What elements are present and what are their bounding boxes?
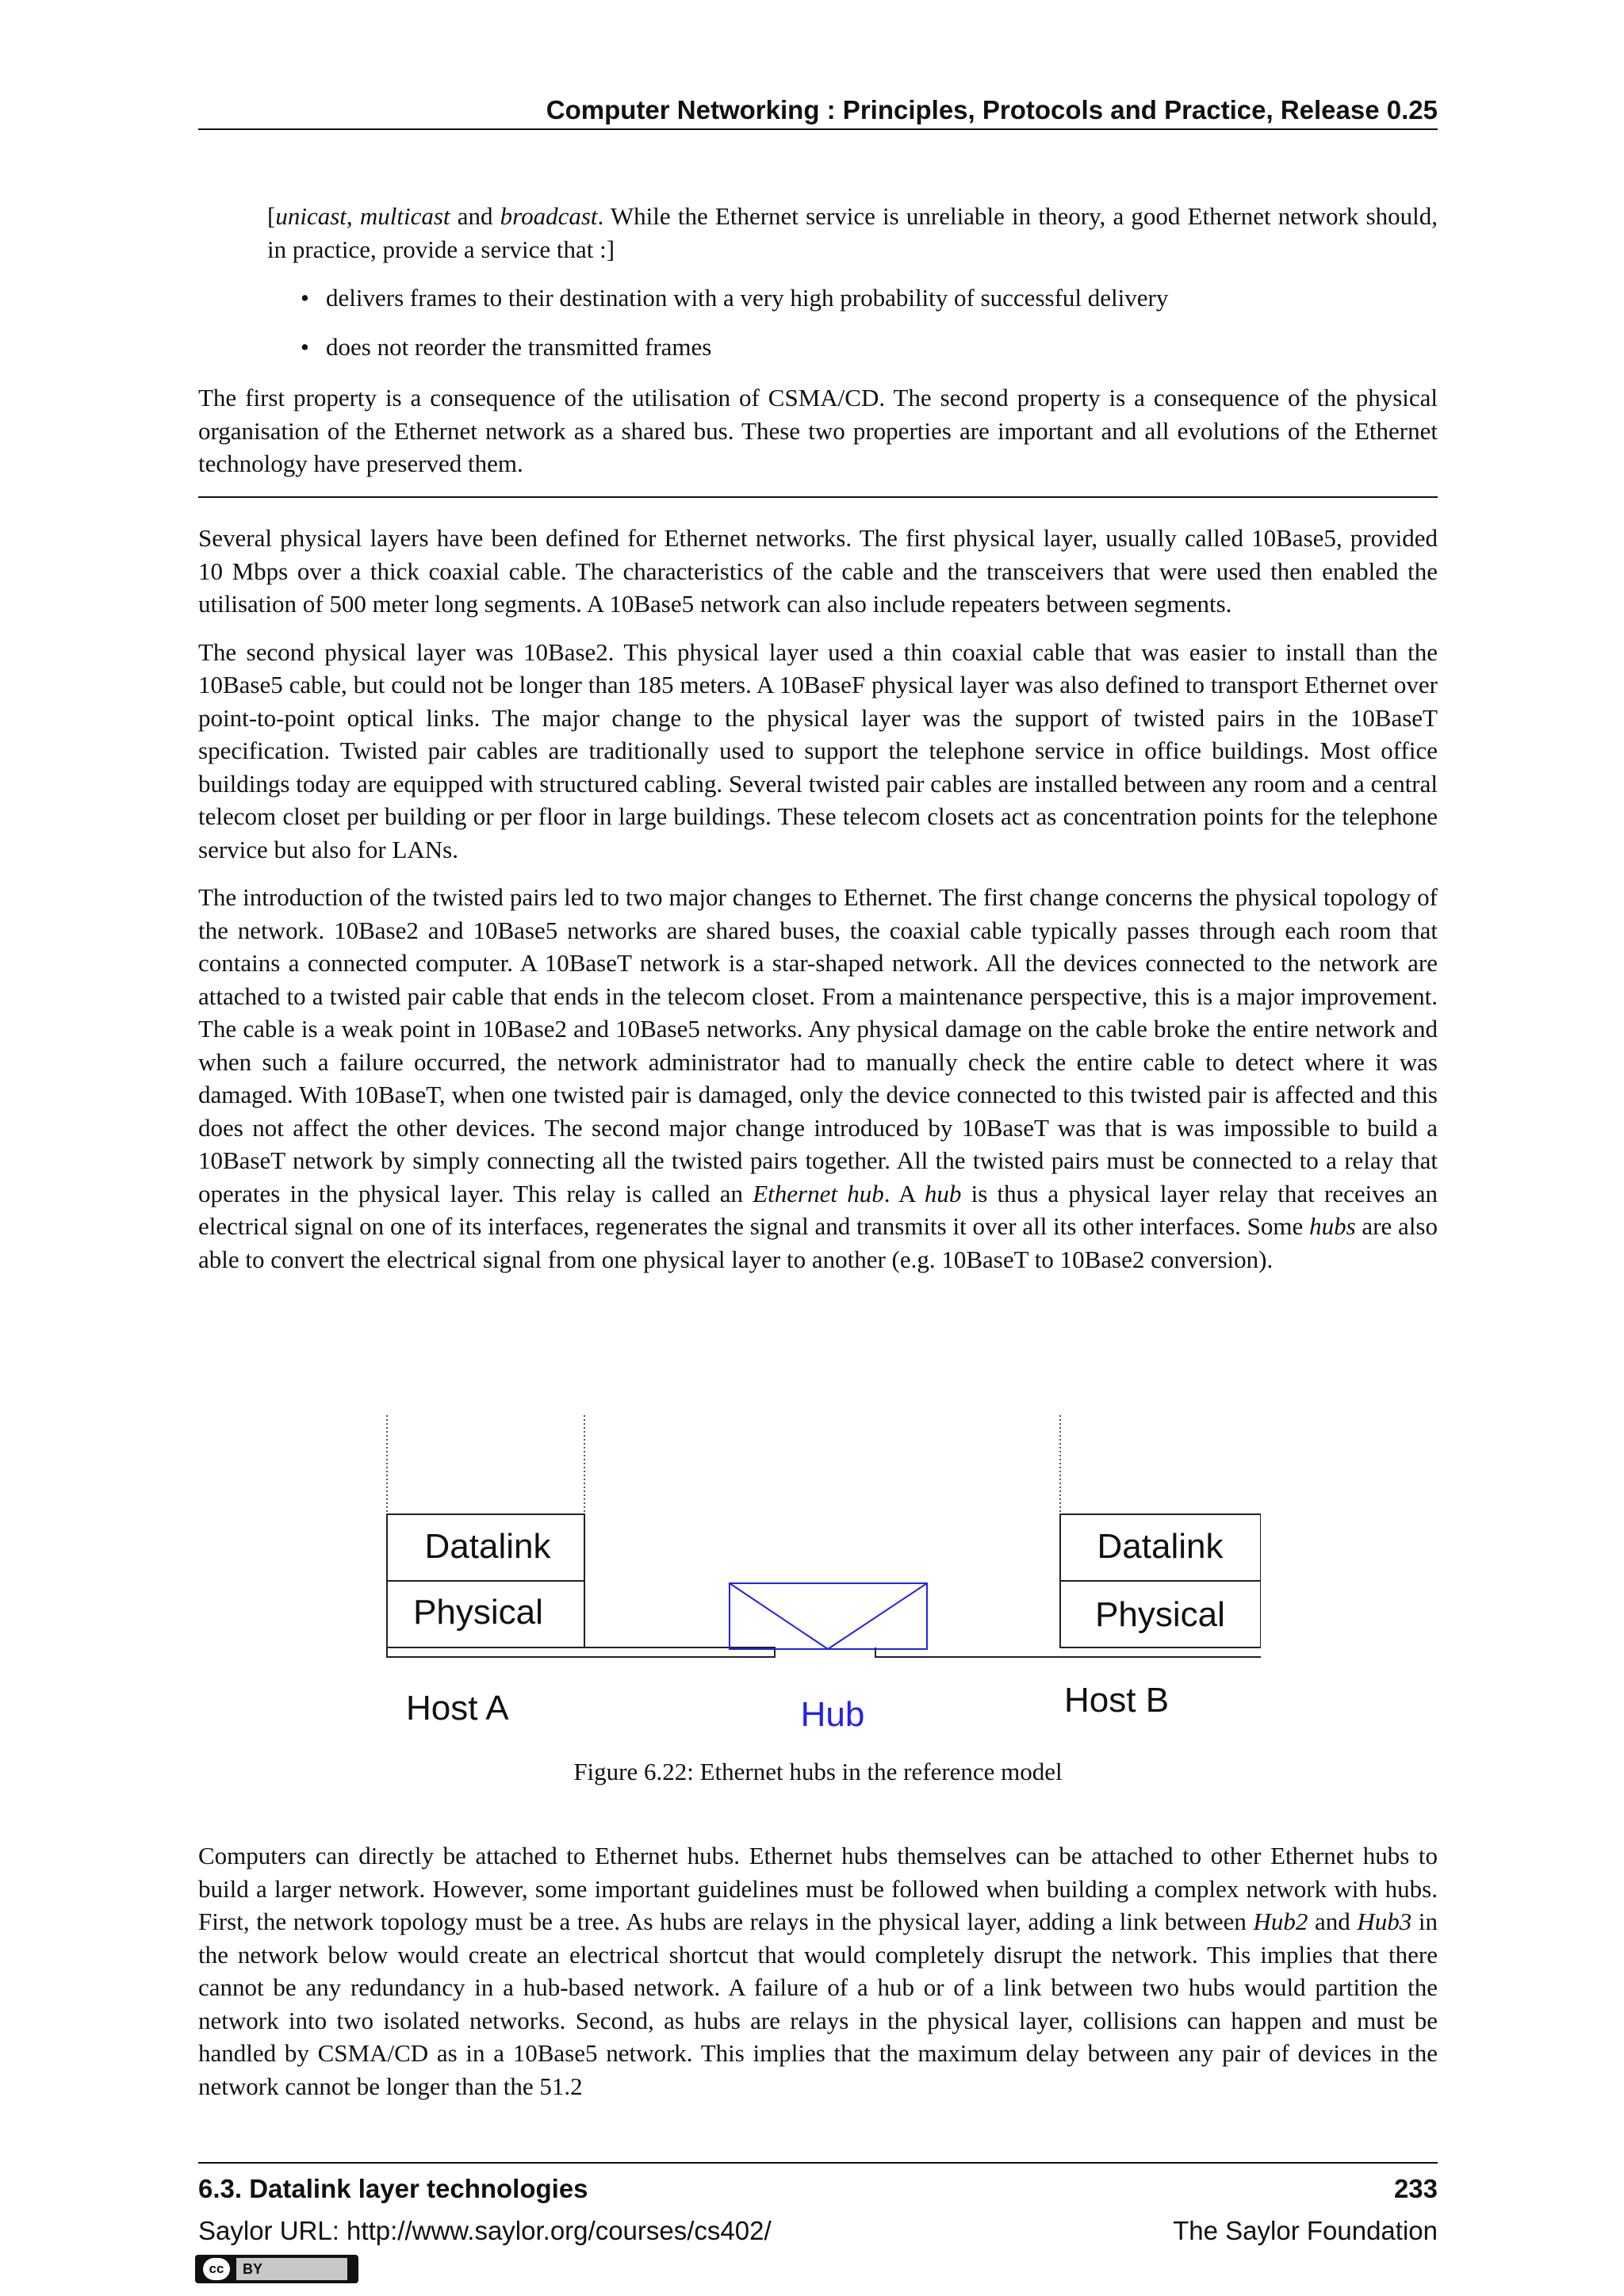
- body-text: [198, 522, 1438, 1291]
- section-rule: [198, 496, 1438, 498]
- text-run: The introduction of the twisted pairs led to two major changes to Ethernet. The first change concerns the physical topology of the network. 10Base2 and 10Base5 networks are shared buses, the coaxial cable typically passes through each room that contains a connected computer. A 10BaseT network is a star-shaped network. All the devices connected to the network are attached to a twisted pair cable that ends in the telecom closet. From a maintenance perspective, this is a major improvement. The cable is a weak point in 10Base2 and 10Base5 networks. Any physical damage on the cable broke the entire network and when such a failure occurred, the network administrator had to manually check the entire cable to detect where it was damaged. With 10BaseT, when one twisted pair is damaged, only the device connected to this twisted pair is affected and this does not affect the other devices. The second major change introduced by 10BaseT was that is was impossible to build a 10BaseT network by simply connecting all the twisted pairs together. All the twisted pairs must be connected to a relay that operates in the physical layer. This relay is called an: [198, 883, 1438, 1207]
- footer-section-title: 6.3. Datalink layer technologies: [198, 2174, 588, 2203]
- text-run: and: [1308, 1908, 1358, 1935]
- bullet-icon: •: [301, 284, 309, 312]
- list-item: [267, 331, 1438, 364]
- text-run: . A: [883, 1179, 925, 1207]
- paragraph-properties: The first property is a consequence of the utilisation of CSMA/CD. The second property is a consequence of the physical organisation of the Ethernet network as a shared bus. These two properties are important and all evolutions of the Ethernet technology have preserved them.: [198, 384, 1438, 477]
- link-hub-to-host-b: [875, 1647, 1261, 1657]
- host-a-label: Host A: [406, 1689, 509, 1728]
- license-by-label: BY: [236, 2258, 347, 2280]
- paragraph: [198, 1839, 1438, 2103]
- paragraph: The second physical layer was 10Base2. This physical layer used a thin coaxial cable that was easier to install than the 10Base5 cable, but could not be longer than 185 meters. A 10BaseF physical layer was also defined to transport Ethernet over point-to-point optical links. The major change to the physical layer was the support of twisted pairs in the 10BaseT specification. Twisted pair cables are traditionally used to support the telephone service in office buildings. Most office buildings today are equipped with structured cabling. Several twisted pair cables are installed between any room and a central telecom closet per building or per floor in large buildings. These telecom closets act as concentration points for the telephone service but also for LANs.: [198, 637, 1438, 863]
- term-hub2: Hub2: [1253, 1908, 1308, 1935]
- running-header-title: Computer Networking : Principles, Protocols and Practice, Release 0.25: [546, 95, 1438, 124]
- footer-organization: The Saylor Foundation: [1173, 2216, 1438, 2245]
- quote-sep: ,: [346, 202, 360, 230]
- term-multicast: multicast: [359, 202, 450, 230]
- page-number: 233: [1393, 2174, 1438, 2203]
- quote-intro: [267, 200, 1438, 266]
- term-hubs: hubs: [1309, 1212, 1356, 1240]
- term-unicast: unicast: [275, 202, 347, 230]
- hub-relay-lines: [730, 1583, 927, 1649]
- text-run: in the network below would create an electrical shortcut that would completely disrupt the network. This implies that there cannot be any redundancy in a hub-based network. A failure of a hub or of a link between two hubs would partition the network into two isolated networks. Second, as hubs are relays in the physical layer, collisions can happen and must be handled by CSMA/CD as in a 10Base5 network. This implies that the maximum delay between any pair of devices in the network cannot be longer than the 51.2: [198, 1908, 1438, 2100]
- cc-by-license-badge: [195, 2255, 358, 2283]
- text-run: are also able to convert the electrical signal from one physical layer to another (e.g. 10BaseT to 10Base2 conversion).: [198, 1212, 1438, 1273]
- header-rule: [198, 128, 1438, 130]
- footer-url[interactable]: Saylor URL: http://www.saylor.org/courses/cs402/: [198, 2216, 772, 2245]
- footer-rule: [198, 2162, 1438, 2164]
- host-b-label: Host B: [1064, 1681, 1170, 1720]
- link-host-a-to-hub: [387, 1647, 775, 1657]
- host-b-physical-label: Physical: [1095, 1595, 1225, 1634]
- list-item: [267, 281, 1438, 315]
- term-broadcast: broadcast: [500, 202, 598, 230]
- term-ethernet-hub: Ethernet hub: [753, 1179, 884, 1207]
- quote-bracket: [: [267, 202, 276, 230]
- hub-reference-model-diagram: [381, 1415, 1261, 1732]
- hub-label: Hub: [800, 1695, 865, 1732]
- host-a-datalink-label: Datalink: [424, 1527, 551, 1566]
- paragraph: [198, 881, 1438, 1276]
- host-b-datalink-label: Datalink: [1097, 1527, 1224, 1566]
- paragraph: Several physical layers have been defined for Ethernet networks. The first physical layer, usually called 10Base5, provided 10 Mbps over a thick coaxial cable. The characteristics of the cable and the transceivers that were used then enabled the utilisation of 500 meter long segments. A 10Base5 network can also include repeaters between segments.: [198, 524, 1438, 618]
- quote-rest: . While the Ethernet service is unreliable in theory, a good Ethernet network should, in practice, provide a service that :]: [267, 202, 1438, 263]
- block-quote: [267, 200, 1438, 379]
- text-run: is thus a physical layer relay that receives an electrical signal on one of its interfaces, regenerates the signal and transmits it over all its other interfaces. Some: [198, 1179, 1438, 1240]
- cc-icon: cc: [203, 2258, 230, 2280]
- list-item-text: does not reorder the transmitted frames: [326, 332, 712, 361]
- figure-caption: Figure 6.22: Ethernet hubs in the reference model: [573, 1758, 1063, 1785]
- text-run: Computers can directly be attached to Ethernet hubs. Ethernet hubs themselves can be attached to other Ethernet hubs to build a larger network. However, some important guidelines must be followed when building a complex network with hubs. First, the network topology must be a tree. As hubs are relays in the physical layer, adding a link between: [198, 1842, 1438, 1935]
- bullet-list: [267, 281, 1438, 363]
- term-hub3: Hub3: [1357, 1908, 1412, 1935]
- quote-sep: and: [450, 202, 500, 230]
- list-item-text: delivers frames to their destination with a very high probability of successful delivery: [326, 284, 1169, 312]
- hub-box: [730, 1583, 927, 1649]
- bullet-icon: •: [301, 332, 309, 361]
- term-hub: hub: [924, 1179, 962, 1207]
- host-a-physical-label: Physical: [413, 1593, 543, 1632]
